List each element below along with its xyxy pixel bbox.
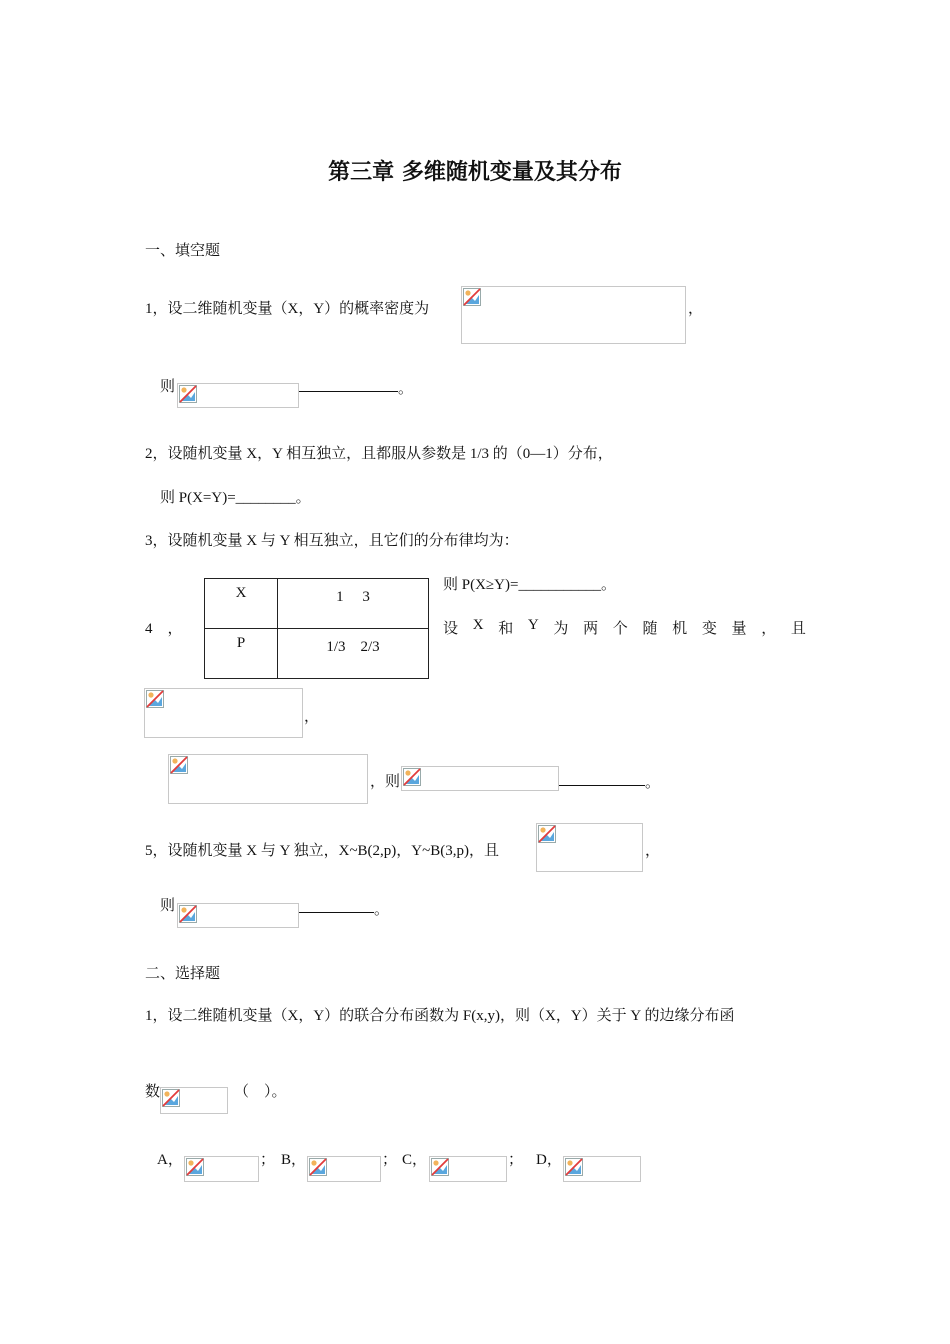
- q4-text-justified: [443, 617, 806, 638]
- q4-char: X: [472, 617, 484, 633]
- table-row-values-x: 1 3: [278, 579, 429, 629]
- q4-char: 为: [553, 621, 569, 637]
- q4-char: 两: [583, 621, 599, 637]
- q4-char: ，: [761, 621, 777, 637]
- q4-char: 变: [701, 621, 717, 637]
- section-heading-multiple-choice: 二、选择题: [145, 966, 221, 982]
- broken-image-icon: [162, 1089, 180, 1107]
- q4-formula-image-2: [168, 754, 368, 804]
- option-d-image[interactable]: [563, 1156, 641, 1182]
- mc1-prefix: 数: [145, 1084, 161, 1100]
- broken-image-icon: [403, 768, 421, 786]
- option-b-image[interactable]: [307, 1156, 381, 1182]
- q5-probability-image: [177, 903, 299, 928]
- option-d-label: D，: [536, 1152, 562, 1168]
- q4-probability-image: [401, 766, 559, 791]
- q5-answer-blank[interactable]: [299, 912, 374, 913]
- broken-image-icon: [179, 905, 197, 923]
- broken-image-icon: [179, 385, 197, 403]
- broken-image-icon: [146, 690, 164, 708]
- mc1-function-image: [160, 1087, 228, 1114]
- q4-comma: ，: [304, 709, 320, 725]
- option-a-label: A，: [157, 1152, 183, 1168]
- option-b-sep: ；: [382, 1152, 398, 1168]
- section-heading-fill-blank: 一、填空题: [145, 243, 221, 259]
- q4-then: ，则: [370, 774, 401, 790]
- mc1-suffix: （ ）。: [234, 1084, 287, 1100]
- q5-condition-image: [536, 823, 643, 872]
- broken-image-icon: [170, 756, 188, 774]
- broken-image-icon: [309, 1158, 327, 1176]
- q4-char: 和: [498, 621, 514, 637]
- q4-number: 4 ，: [145, 621, 183, 637]
- q1-period: 。: [398, 381, 414, 397]
- q4-char: 且: [790, 621, 806, 637]
- q4-char: 设: [443, 621, 459, 637]
- q4-char: 个: [612, 621, 628, 637]
- distribution-table: [204, 578, 429, 679]
- table-row-values-p: 1/3 2/3: [278, 629, 429, 679]
- q5-text: 5，设随机变量 X 与 Y 独立，X~B(2,p)，Y~B(3,p)，且: [145, 843, 499, 859]
- broken-image-icon: [431, 1158, 449, 1176]
- broken-image-icon: [565, 1158, 583, 1176]
- option-b-label: B，: [281, 1152, 307, 1168]
- q5-comma: ，: [645, 843, 661, 859]
- q5-then: 则: [160, 898, 176, 914]
- q2-text: 2，设随机变量 X，Y 相互独立，且都服从参数是 1/3 的（0—1）分布，: [145, 446, 613, 462]
- q1-text: 1，设二维随机变量（X，Y）的概率密度为: [145, 301, 430, 317]
- option-a-image[interactable]: [184, 1156, 259, 1182]
- q5-period: 。: [374, 902, 390, 918]
- broken-image-icon: [538, 825, 556, 843]
- table-row-label-p: P: [205, 629, 278, 679]
- q2-answer-line: 则 P(X=Y)=________。: [160, 490, 311, 506]
- option-c-label: C，: [402, 1152, 428, 1168]
- page-title: 第三章 多维随机变量及其分布: [328, 160, 622, 185]
- q4-char: Y: [527, 617, 539, 633]
- q4-char: 随: [642, 621, 658, 637]
- q1-probability-image: [177, 383, 299, 408]
- q4-formula-image-1: [144, 688, 303, 738]
- q3-text: 3，设随机变量 X 与 Y 相互独立，且它们的分布律均为：: [145, 533, 519, 549]
- mc1-text: 1，设二维随机变量（X，Y）的联合分布函数为 F(x,y)，则（X，Y）关于 Y 的边缘分布函: [145, 1008, 735, 1024]
- broken-image-icon: [186, 1158, 204, 1176]
- q3-answer-line: 则 P(X≥Y)=___________。: [443, 577, 616, 593]
- q1-answer-blank[interactable]: [299, 391, 398, 392]
- q4-char: 机: [672, 621, 688, 637]
- q4-answer-blank[interactable]: [559, 785, 645, 786]
- q1-comma: ，: [688, 301, 704, 317]
- broken-image-icon: [463, 288, 481, 306]
- q1-density-formula-image: [461, 286, 686, 344]
- option-a-sep: ；: [260, 1152, 276, 1168]
- q1-then: 则: [160, 379, 176, 395]
- q4-period: 。: [645, 775, 661, 791]
- option-c-sep: ；: [508, 1152, 524, 1168]
- option-c-image[interactable]: [429, 1156, 507, 1182]
- table-row-label-x: X: [205, 579, 278, 629]
- q4-char: 量: [731, 621, 747, 637]
